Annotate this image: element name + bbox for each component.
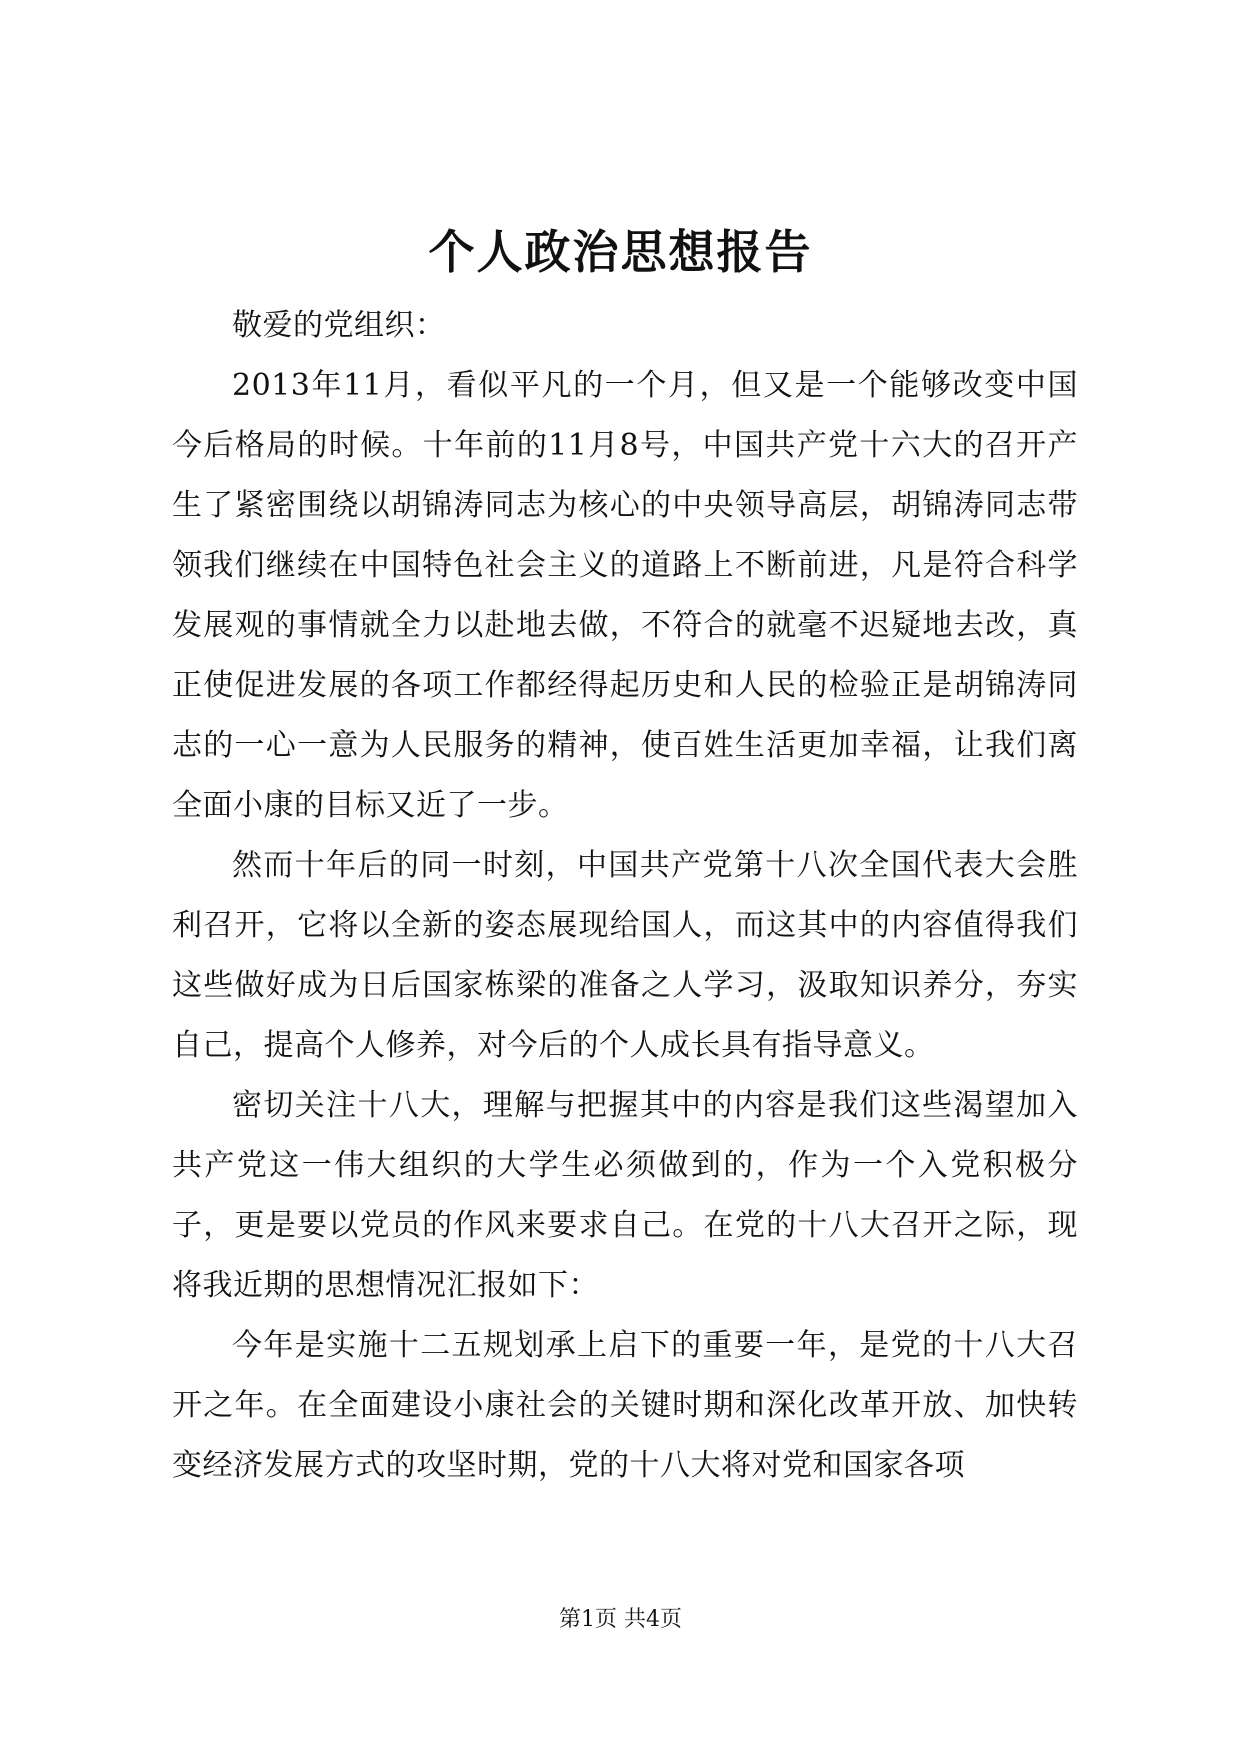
- paragraph-2: 然而十年后的同一时刻，中国共产党第十八次全国代表大会胜利召开，它将以全新的姿态展现给国人，而这其中的内容值得我们这些做好成为日后国家栋梁的准备之人学习，汲取知识养分，夯实自己，提高个人修养，对今后的个人成长具有指导意义。: [172, 848, 1078, 1063]
- salutation: 敬爱的党组织：: [232, 308, 446, 343]
- paragraph-3: 密切关注十八大，理解与把握其中的内容是我们这些渴望加入共产党这一伟大组织的大学生必须做到的，作为一个入党积极分子，更是要以党员的作风来要求自己。在党的十八大召开之际，现将我近期的思想情况汇报如下：: [172, 1088, 1078, 1303]
- paragraph-1: 2013年11月，看似平凡的一个月，但又是一个能够改变中国今后格局的时候。十年前的11月8号，中国共产党十六大的召开产生了紧密围绕以胡锦涛同志为核心的中央领导高层，胡锦涛同志带领我们继续在中国特色社会主义的道路上不断前进，凡是符合科学发展观的事情就全力以赴地去做，不符合的就毫不迟疑地去改，真正使促进发展的各项工作都经得起历史和人民的检验正是胡锦涛同志的一心一意为人民服务的精神，使百姓生活更加幸福，让我们离全面小康的目标又近了一步。: [172, 368, 1078, 823]
- document-body: [172, 296, 1078, 1496]
- paragraph-4: 今年是实施十二五规划承上启下的重要一年，是党的十八大召开之年。在全面建设小康社会的关键时期和深化改革开放、加快转变经济发展方式的攻坚时期，党的十八大将对党和国家各项: [172, 1328, 1078, 1483]
- document-title: 个人政治思想报告: [428, 225, 813, 279]
- page-footer: 第1页 共4页: [559, 1607, 682, 1632]
